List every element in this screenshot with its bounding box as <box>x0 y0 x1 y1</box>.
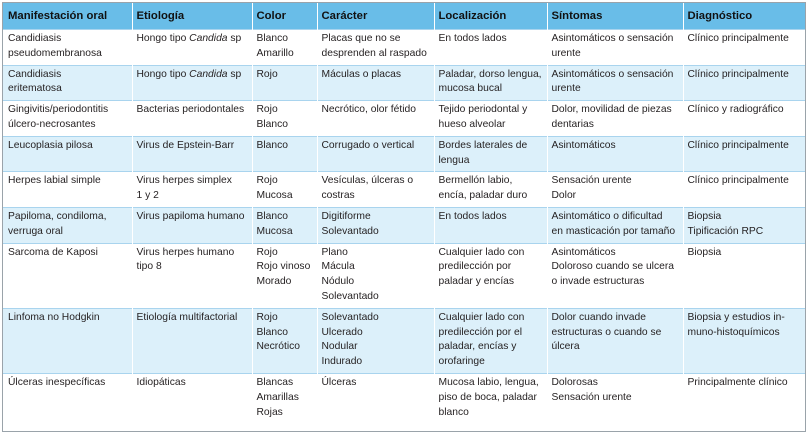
col-header-manifestacion: Manifestación oral <box>3 3 132 30</box>
cell-manifestacion <box>3 136 132 172</box>
table-row <box>3 308 805 373</box>
cell-etiologia <box>132 136 252 172</box>
col-header-caracter: Carácter <box>317 3 434 30</box>
cell-manifestacion <box>3 30 132 66</box>
table-row <box>3 136 805 172</box>
cell-sintomas <box>547 373 683 423</box>
cell-line: predilección por el <box>438 326 523 338</box>
cell-line: Rojo <box>256 246 278 258</box>
cell-line: Bacterias periodontales <box>136 104 245 116</box>
cell-line: Blanco <box>256 33 288 44</box>
cell-line: Dolor cuando invade <box>551 311 646 323</box>
cell-color <box>252 101 317 137</box>
cell-line: Hongo tipo Candida sp <box>136 68 242 80</box>
cell-manifestacion <box>3 243 132 308</box>
cell-line: Nódulo <box>321 276 355 288</box>
cell-localizacion <box>434 308 547 373</box>
oral-manifestations-table <box>3 3 806 423</box>
cell-line: Virus papiloma humano <box>136 210 245 222</box>
cell-line: úlcera <box>551 341 580 353</box>
cell-diagnostico <box>683 308 805 373</box>
cell-line: Blanco <box>256 210 288 222</box>
cell-line: Morado <box>256 276 292 288</box>
table-header-row <box>3 3 805 30</box>
cell-line: orofaringe <box>438 356 485 368</box>
cell-line: Candidiasis <box>8 33 62 44</box>
cell-caracter <box>317 65 434 101</box>
cell-line: blanco <box>438 406 469 418</box>
cell-line: Úlceras <box>321 376 357 388</box>
cell-line: Clínico y radiográfico <box>687 104 784 116</box>
cell-line: Virus de Epstein-Barr <box>136 139 235 151</box>
cell-localizacion <box>434 243 547 308</box>
cell-localizacion <box>434 30 547 66</box>
col-header-localizacion: Localización <box>434 3 547 30</box>
cell-line: Clínico principalmente <box>687 68 789 80</box>
cell-line: desprenden al raspado <box>321 47 427 59</box>
cell-line: Mucosa <box>256 225 293 237</box>
table-row <box>3 373 805 423</box>
cell-line: En todos lados <box>438 33 507 44</box>
table-frame <box>2 2 806 432</box>
cell-manifestacion <box>3 101 132 137</box>
table-row <box>3 30 805 66</box>
cell-line: verruga oral <box>8 225 63 237</box>
cell-line: Candidiasis <box>8 68 62 80</box>
col-header-color: Color <box>252 3 317 30</box>
col-header-sintomas: Síntomas <box>547 3 683 30</box>
cell-line: tipo 8 <box>136 261 162 273</box>
cell-caracter <box>317 308 434 373</box>
cell-line: Rojas <box>256 406 283 418</box>
cell-line: Bordes laterales de <box>438 139 528 151</box>
cell-line: Amarillo <box>256 47 294 59</box>
cell-line: Asintomáticos o sensación <box>551 33 674 44</box>
cell-line: Rojo <box>256 104 278 116</box>
cell-manifestacion <box>3 207 132 243</box>
cell-caracter <box>317 373 434 423</box>
cell-line: Etiología multifactorial <box>136 311 238 323</box>
cell-caracter <box>317 207 434 243</box>
cell-line: Vesículas, úlceras o <box>321 175 414 187</box>
cell-localizacion <box>434 136 547 172</box>
cell-line: Biopsia <box>687 210 722 222</box>
cell-line: Tipificación RPC <box>687 225 764 237</box>
cell-line: Virus herpes simplex <box>136 175 232 187</box>
cell-localizacion <box>434 373 547 423</box>
cell-line: Biopsia y estudios in- <box>687 311 785 323</box>
cell-line: Bermellón labio, <box>438 175 513 187</box>
cell-line: Plano <box>321 246 348 258</box>
cell-etiologia <box>132 172 252 208</box>
cell-etiologia <box>132 30 252 66</box>
cell-caracter <box>317 101 434 137</box>
cell-diagnostico <box>683 65 805 101</box>
cell-line: Rojo <box>256 68 278 80</box>
cell-line: Principalmente clínico <box>687 376 788 388</box>
cell-line: muno-histoquímicos <box>687 326 780 338</box>
cell-line: o invade estructuras <box>551 276 645 288</box>
cell-line: Asintomáticos <box>551 139 616 151</box>
cell-sintomas <box>547 101 683 137</box>
table-row <box>3 65 805 101</box>
cell-color <box>252 136 317 172</box>
cell-line: Úlceras inespecíficas <box>8 376 106 388</box>
cell-diagnostico <box>683 101 805 137</box>
cell-line: eritematosa <box>8 83 62 95</box>
cell-line: Asintomáticos o sensación <box>551 68 674 80</box>
cell-line: Mucosa labio, lengua, <box>438 376 539 388</box>
cell-line: Clínico principalmente <box>687 139 789 151</box>
cell-sintomas <box>547 136 683 172</box>
cell-color <box>252 373 317 423</box>
cell-diagnostico <box>683 30 805 66</box>
cell-color <box>252 172 317 208</box>
genus-name: Candida <box>189 33 228 44</box>
cell-line: Sensación urente <box>551 175 632 187</box>
cell-line: predilección por <box>438 261 512 273</box>
cell-line: Cualquier lado con <box>438 311 525 323</box>
cell-line: Solevantado <box>321 225 379 237</box>
cell-caracter <box>317 136 434 172</box>
cell-line: Herpes labial simple <box>8 175 101 187</box>
cell-line: hueso alveolar <box>438 118 506 130</box>
cell-line: Virus herpes humano <box>136 246 235 258</box>
cell-line: Dolor, movilidad de piezas <box>551 104 672 116</box>
cell-etiologia <box>132 65 252 101</box>
cell-sintomas <box>547 308 683 373</box>
cell-line: urente <box>551 47 581 59</box>
cell-etiologia <box>132 101 252 137</box>
cell-line: Asintomáticos <box>551 246 616 258</box>
cell-diagnostico <box>683 172 805 208</box>
cell-line: Indurado <box>321 356 363 368</box>
cell-etiologia <box>132 373 252 423</box>
cell-line: lengua <box>438 154 470 166</box>
cell-line: 1 y 2 <box>136 190 159 202</box>
cell-line: Sensación urente <box>551 391 632 403</box>
cell-line: Necrótico <box>256 341 300 353</box>
cell-line: Ulcerado <box>321 326 363 338</box>
cell-sintomas <box>547 65 683 101</box>
cell-line: pseudomembranosa <box>8 47 102 59</box>
cell-line: Dolor <box>551 190 577 202</box>
cell-sintomas <box>547 207 683 243</box>
cell-manifestacion <box>3 65 132 101</box>
cell-diagnostico <box>683 136 805 172</box>
cell-localizacion <box>434 101 547 137</box>
cell-etiologia <box>132 243 252 308</box>
cell-manifestacion <box>3 308 132 373</box>
cell-line: Biopsia <box>687 246 722 258</box>
cell-line: Leucoplasia pilosa <box>8 139 93 151</box>
cell-line: Tejido periodontal y <box>438 104 528 116</box>
cell-line: Sarcoma de Kaposi <box>8 246 98 258</box>
cell-sintomas <box>547 30 683 66</box>
cell-line: Blanco <box>256 118 288 130</box>
cell-color <box>252 207 317 243</box>
cell-diagnostico <box>683 207 805 243</box>
cell-line: Digitiforme <box>321 210 371 222</box>
cell-localizacion <box>434 65 547 101</box>
cell-line: estructuras o cuando se <box>551 326 662 338</box>
cell-line: encía, paladar duro <box>438 190 528 202</box>
cell-color <box>252 308 317 373</box>
cell-color <box>252 65 317 101</box>
cell-manifestacion <box>3 373 132 423</box>
cell-line: urente <box>551 83 581 95</box>
cell-line: En todos lados <box>438 210 507 222</box>
cell-line: Hongo tipo Candida sp <box>136 33 242 44</box>
cell-line: piso de boca, paladar <box>438 391 537 403</box>
cell-line: Máculas o placas <box>321 68 402 80</box>
cell-line: Clínico principalmente <box>687 175 789 187</box>
cell-line: Necrótico, olor fétido <box>321 104 416 116</box>
table-row <box>3 243 805 308</box>
cell-line: Blancas <box>256 376 294 388</box>
cell-line: costras <box>321 190 355 202</box>
cell-line: dentarias <box>551 118 594 130</box>
cell-localizacion <box>434 172 547 208</box>
cell-line: Clínico principalmente <box>687 33 789 44</box>
cell-line: paladar y encías <box>438 276 515 288</box>
cell-line: Blanco <box>256 139 288 151</box>
cell-color <box>252 243 317 308</box>
cell-line: Placas que no se <box>321 33 401 44</box>
cell-sintomas <box>547 243 683 308</box>
table-row <box>3 207 805 243</box>
cell-line: Papiloma, condiloma, <box>8 210 107 222</box>
genus-name: Candida <box>189 68 228 80</box>
cell-line: Amarillas <box>256 391 299 403</box>
table-row <box>3 172 805 208</box>
cell-line: Paladar, dorso lengua, <box>438 68 542 80</box>
cell-line: Corrugado o vertical <box>321 139 415 151</box>
cell-line: Rojo vinoso <box>256 261 311 273</box>
cell-line: Gingivitis/periodontitis <box>8 104 109 116</box>
cell-diagnostico <box>683 373 805 423</box>
cell-line: Mácula <box>321 261 355 273</box>
cell-caracter <box>317 243 434 308</box>
col-header-diagnostico: Diagnóstico <box>683 3 805 30</box>
cell-line: paladar, encías y <box>438 341 517 353</box>
cell-line: Rojo <box>256 311 278 323</box>
cell-line: Dolorosas <box>551 376 598 388</box>
cell-line: en masticación por tamaño <box>551 225 676 237</box>
cell-line: Rojo <box>256 175 278 187</box>
table-row <box>3 101 805 137</box>
cell-line: Nodular <box>321 341 358 353</box>
cell-line: Linfoma no Hodgkin <box>8 311 100 323</box>
cell-line: Idiopáticas <box>136 376 186 388</box>
cell-line: Mucosa <box>256 190 293 202</box>
cell-etiologia <box>132 207 252 243</box>
cell-manifestacion <box>3 172 132 208</box>
cell-diagnostico <box>683 243 805 308</box>
cell-line: úlcero-necrosantes <box>8 118 96 130</box>
cell-color <box>252 30 317 66</box>
cell-caracter <box>317 30 434 66</box>
cell-line: Solevantado <box>321 311 379 323</box>
cell-line: Blanco <box>256 326 288 338</box>
cell-etiologia <box>132 308 252 373</box>
cell-line: Solevantado <box>321 290 379 302</box>
cell-localizacion <box>434 207 547 243</box>
cell-sintomas <box>547 172 683 208</box>
cell-line: Cualquier lado con <box>438 246 525 258</box>
cell-line: Doloroso cuando se ulcera <box>551 261 674 273</box>
cell-caracter <box>317 172 434 208</box>
col-header-etiologia: Etiología <box>132 3 252 30</box>
cell-line: Asintomático o dificultad <box>551 210 663 222</box>
table-body <box>3 30 805 424</box>
cell-line: mucosa bucal <box>438 83 503 95</box>
